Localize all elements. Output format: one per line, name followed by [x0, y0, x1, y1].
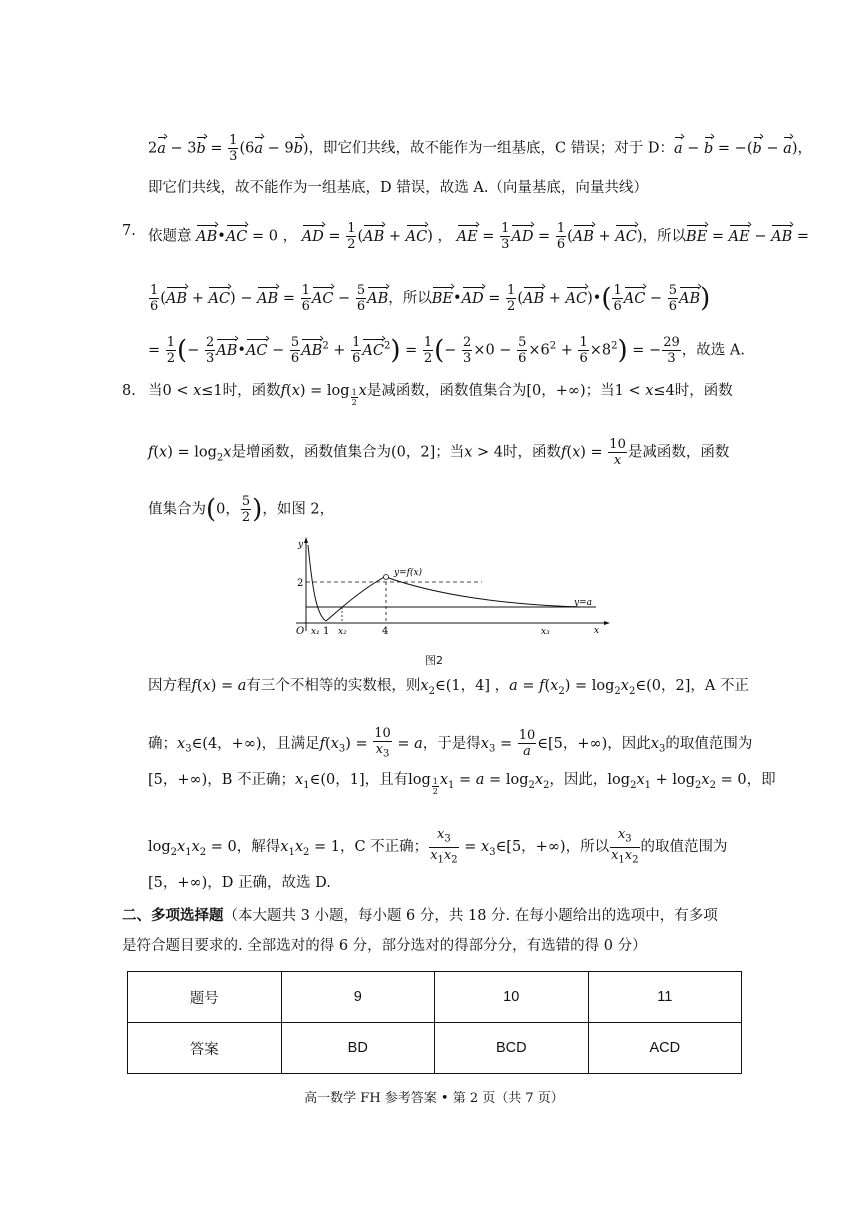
q7-line-3: = $\frac{1}{2}$ (− $\frac{2}{3}$ AB•AC − $\frac{5}{6}$ $AB^2$ + $\frac{1}{6}$ $AC^2$) = $\frac{1}{2}$ (− $\frac{2}{3}$ ×0 − $\frac{5}{6}$ $\times 6^2$ + $\frac{1}{6}$ $\times 8^2$) = − $\frac{29}{3}$ ，故选 A.: [148, 335, 745, 366]
line-a-label: y=a: [574, 598, 592, 608]
q8-number: 8.: [122, 383, 136, 399]
table-answer-label: 答案: [128, 1023, 282, 1074]
q7-answer: ，故选 A.: [681, 342, 745, 359]
q8-para-4: $\log_2x_1x_2 = 0$，解得$x_1x_2 = 1$，C 不正确； $\frac{x_3}{x_1x_2}$ = $x_3\in[5$，+∞)，所以 $\frac{x_3}{x_1x_2}$ 的取值范围为: [148, 827, 728, 866]
curve-label: y=f(x): [394, 568, 423, 578]
tick-x3: x₃: [541, 627, 550, 637]
y-axis-label: y: [298, 540, 304, 550]
table-cell: 11: [588, 972, 742, 1023]
answer-table: [127, 971, 742, 1074]
q7-line-2: $\frac{1}{6}$ (AB + AC) − AB = $\frac{1}{6}$ AC − $\frac{5}{6}$ AB，所以BE•AD = $\frac{1}{2}$ (AB + AC)•( $\frac{1}{6}$ AC − $\frac{5}{6}$ AB): [150, 283, 711, 314]
table-cell: 10: [435, 972, 589, 1023]
curve-part-2: [386, 577, 582, 607]
tick-1: 1: [323, 626, 330, 637]
q8-line-2: $f(x) = \log_2x$是增函数，函数值集合为(0，2]；当x > 4时，函数f(x) = $\frac{10}{x}$ 是减函数，函数: [148, 437, 730, 468]
table-cell: BD: [281, 1023, 435, 1074]
table-row: [128, 1023, 742, 1074]
tick-x1: x₁: [311, 627, 320, 637]
q8-para-3: [5，+∞)，B 不正确；$x_1\in(0$，1]，且有log $_{\frac{1}{2}}$ $x_1 = a = \log_2x_2$，因此，$\log_2x_1 + \log_2x_2 = 0$，即: [148, 772, 776, 796]
q8-line-1: 当0 < x≤1时，函数f(x) = log $_{\frac{1}{2}}$ x是减函数，函数值集合为[0，+∞)；当1 < x≤4时，函数: [148, 383, 733, 407]
curve-part-1: [308, 545, 386, 621]
origin-label: O: [296, 626, 305, 637]
q6-line-2: 即它们共线，故不能作为一组基底，D 错误，故选 A.（向量基底，向量共线）: [148, 180, 648, 196]
q7-line-1: 依题意 AB•AC = 0 ， AD = $\frac{1}{2}$ (AB + AC) ， AE = $\frac{1}{3}$ AD = $\frac{1}{6}$ (AB + AC)，所以BE = AE − AB =: [148, 221, 810, 252]
q7-so2: ，所以: [388, 290, 432, 307]
tick-2: 2: [297, 578, 304, 589]
table-row: [128, 972, 742, 1023]
q8-para-5: [5，+∞)，D 正确，故选 D.: [148, 875, 331, 891]
table-cell: 9: [281, 972, 435, 1023]
q6-text-mid: ，即它们共线，故不能作为一组基底，C 错误；对于 D：: [308, 140, 674, 157]
function-graph: [286, 535, 616, 647]
section2-desc-1: （本大题共 3 小题，每小题 6 分，共 18 分. 在每小题给出的选项中，有多项: [223, 908, 718, 924]
q7-number: 7.: [122, 223, 136, 239]
section2-line-1: [122, 906, 718, 926]
table-cell: BCD: [435, 1023, 589, 1074]
page-footer: 高一数学 FH 参考答案 • 第 2 页（共 7 页）: [304, 1091, 564, 1106]
q6-line-1: 2a − 3b = $\frac{1}{3}$ (6a − 9b)，即它们共线，故不能作为一组基底，C 错误；对于 D：a − b = −(b − a)，: [148, 133, 812, 164]
q8-para-1: 因方程f(x) = a有三个不相等的实数根，则$x_2\in(1$，4] ，$a = f(x_2)$ = $\log_2x_2\in(0$，2]，A 不正: [148, 678, 749, 697]
table-header-label: 题号: [128, 972, 282, 1023]
tick-x2: x₂: [338, 627, 347, 637]
tick-4: 4: [382, 626, 389, 637]
q7-lead: 依题意: [148, 228, 192, 245]
x-axis-label: x: [594, 626, 600, 636]
figure-caption: 图2: [425, 654, 443, 667]
q7-so: ，所以: [642, 228, 687, 245]
q8-line-3: 值集合为(0， $\frac{5}{2}$ )，如图 2，: [148, 494, 335, 525]
open-point: [384, 575, 389, 580]
q8-para-2: 确；$x_3\in(4$，+∞)，且满足$f(x_3)$ = $\frac{10}{x_3}$ = a，于是得$x_3$ = $\frac{10}{a}$ ∈[5，+∞)，因此$x_3$的取值范围为: [148, 726, 753, 760]
table-cell: ACD: [588, 1023, 742, 1074]
section2-line-2: 是符合题目要求的. 全部选对的得 6 分，部分选对的得部分分，有选错的得 0 分）: [122, 938, 647, 954]
section2-title: 二、多项选择题: [122, 908, 224, 924]
